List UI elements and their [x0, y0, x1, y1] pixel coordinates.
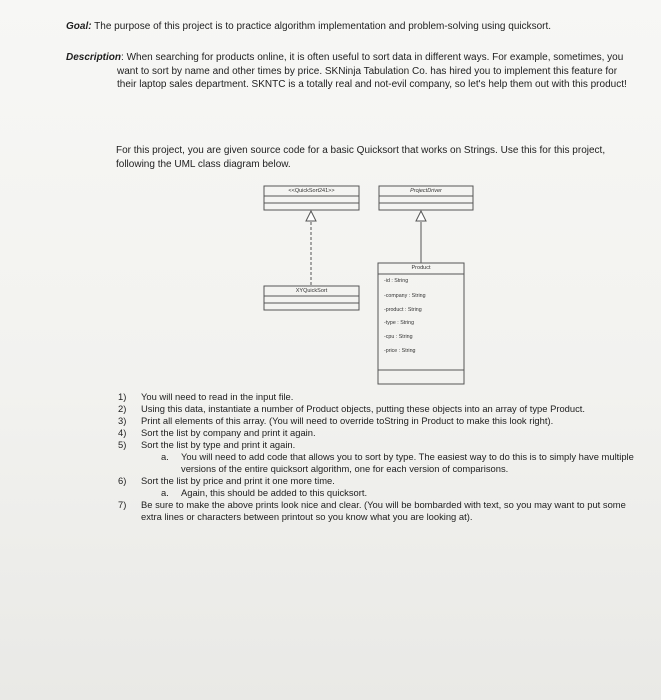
list-item: 6) Sort the list by price and print it one more time. — [118, 475, 335, 486]
driver-box — [379, 186, 473, 210]
interface-box — [264, 186, 359, 210]
description-paragraph — [66, 51, 638, 92]
product-box-label: Product — [411, 265, 431, 271]
list-item: 2) Using this data, instantiate a number of Product objects, putting these objects into an array of type Product. — [118, 403, 586, 414]
product-box — [378, 263, 464, 384]
goal-label: Goal: — [66, 21, 92, 32]
list-subitem: a. You will need to add code that allows you to sort by type. The easiest way to do this is to simply have multiple versions of the entire quicksort algorithm, one for each version of comparisons. — [161, 451, 634, 474]
association-arrowhead — [416, 211, 426, 221]
product-attr: -type : String — [384, 320, 415, 326]
product-attr: -company : String — [384, 293, 426, 299]
description-label: Description — [66, 52, 122, 63]
xyquicksort-box-label: XYQuickSort — [295, 288, 328, 294]
list-item: 5) Sort the list by type and print it again. — [118, 439, 296, 450]
product-attr: -id : String — [384, 278, 409, 284]
list-item: 1) You will need to read in the input file. — [118, 391, 294, 402]
driver-box-label: ProjectDriver — [410, 188, 442, 194]
list-item: 3) Print all elements of this array. (You will need to override toString in Product to make this look right). — [118, 415, 554, 426]
goal-text: The purpose of this project is to practice algorithm implementation and problem-solving using quicksort. — [91, 21, 552, 32]
product-attr: -product : String — [384, 307, 422, 313]
product-attr: -price : String — [384, 348, 416, 354]
product-attr: -cpu : String — [384, 334, 413, 340]
description-text: : When searching for products online, it is often useful to sort data in different ways. For example, sometimes, you want to sort by name and other times by price. SKNinja Tabulation Co. has hired you to implement this feature for their laptop sales department. SKNTC is a totally real and not-evil company, so let's help them out with this product! — [117, 52, 627, 90]
realization-arrowhead — [306, 211, 316, 221]
intro-paragraph: For this project, you are given source code for a basic Quicksort that works on Strings. Use this for this project, following the UML class diagram below. — [116, 145, 606, 170]
list-item: 4) Sort the list by company and print it again. — [118, 427, 316, 438]
list-subitem: a. Again, this should be added to this quicksort. — [161, 487, 368, 498]
interface-box-label: <<QuickSort241>> — [288, 188, 335, 194]
list-item: 7) Be sure to make the above prints look nice and clear. (You will be bombarded with text, so you may want to put some extra lines or characters between printout so you know what you are looking at). — [118, 499, 626, 522]
steps-list — [118, 391, 638, 523]
goal-paragraph — [66, 20, 646, 34]
xyquicksort-box — [264, 286, 359, 310]
